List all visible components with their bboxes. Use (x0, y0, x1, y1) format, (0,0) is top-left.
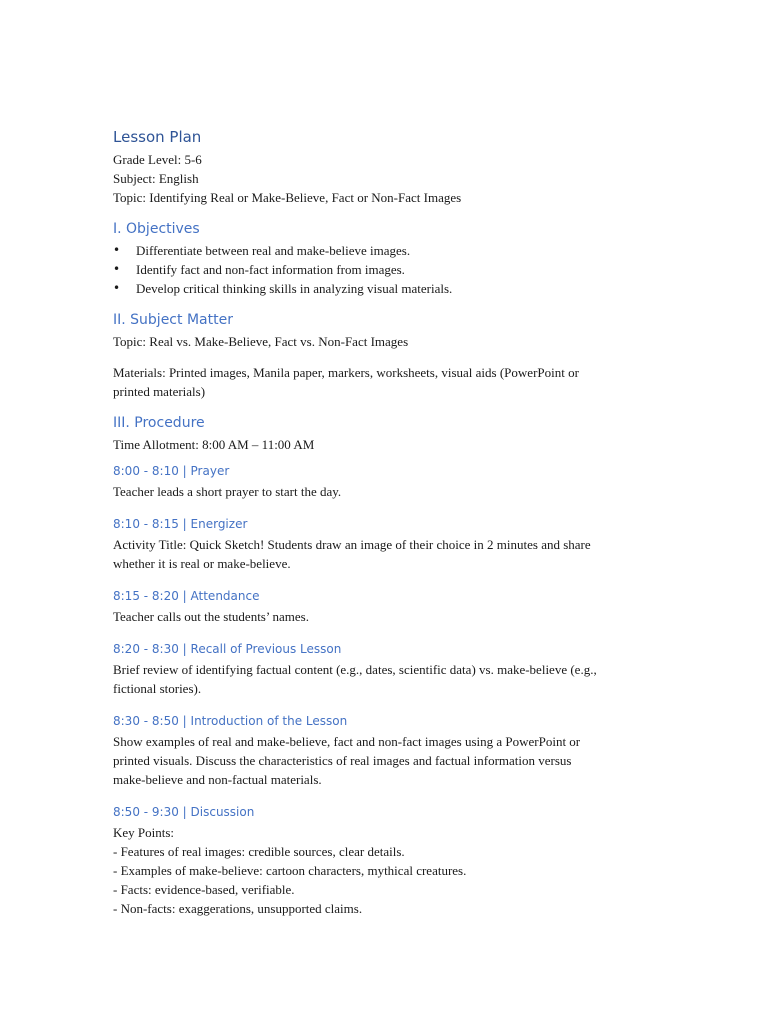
step-heading: 8:30 - 8:50 | Introduction of the Lesson (113, 714, 348, 728)
step-text: - Examples of make-believe: cartoon characters, mythical creatures. (113, 863, 467, 878)
document-title: Lesson Plan (113, 128, 202, 146)
step-text: make-believe and non-factual materials. (113, 772, 322, 787)
list-item (113, 260, 658, 279)
time-allotment: Time Allotment: 8:00 AM – 11:00 AM (113, 437, 315, 452)
list-item (113, 279, 658, 298)
objectives-list (113, 241, 658, 298)
procedure-heading: III. Procedure (113, 415, 205, 431)
bullet-icon: • (113, 243, 121, 257)
step-text: Key Points: (113, 825, 175, 840)
subject-matter-heading: II. Subject Matter (113, 312, 233, 328)
topic: Topic: Identifying Real or Make-Believe, Fact or Non-Fact Images (113, 190, 462, 205)
step-heading: 8:00 - 8:10 | Prayer (113, 464, 230, 478)
step-text: - Facts: evidence-based, verifiable. (113, 882, 295, 897)
materials-line: printed materials) (113, 384, 206, 399)
step-text: fictional stories). (113, 681, 202, 696)
step-heading: 8:15 - 8:20 | Attendance (113, 589, 260, 603)
bullet-icon: • (113, 281, 121, 295)
step-heading: 8:50 - 9:30 | Discussion (113, 805, 255, 819)
materials-line: Materials: Printed images, Manila paper, markers, worksheets, visual aids (PowerPoint or (113, 365, 579, 380)
step-text: printed visuals. Discuss the characteristics of real images and factual information versus (113, 753, 572, 768)
step-text: - Features of real images: credible sources, clear details. (113, 844, 405, 859)
objective-text: Identify fact and non-fact information from images. (136, 262, 405, 277)
step-heading: 8:20 - 8:30 | Recall of Previous Lesson (113, 642, 342, 656)
step-text: whether it is real or make-believe. (113, 556, 291, 571)
objectives-heading: I. Objectives (113, 221, 200, 237)
step-text: Teacher leads a short prayer to start the day. (113, 484, 342, 499)
subject: Subject: English (113, 171, 199, 186)
grade-level: Grade Level: 5-6 (113, 152, 202, 167)
bullet-icon: • (113, 262, 121, 276)
document-page (113, 124, 658, 918)
step-text: - Non-facts: exaggerations, unsupported claims. (113, 901, 363, 916)
list-item (113, 241, 658, 260)
step-text: Show examples of real and make-believe, fact and non-fact images using a PowerPoint or (113, 734, 581, 749)
step-text: Activity Title: Quick Sketch! Students draw an image of their choice in 2 minutes and share (113, 537, 591, 552)
step-heading: 8:10 - 8:15 | Energizer (113, 517, 248, 531)
step-text: Teacher calls out the students’ names. (113, 609, 309, 624)
step-text: Brief review of identifying factual content (e.g., dates, scientific data) vs. make-believe (e.g., (113, 662, 597, 677)
subject-matter-topic: Topic: Real vs. Make-Believe, Fact vs. Non-Fact Images (113, 334, 409, 349)
objective-text: Develop critical thinking skills in analyzing visual materials. (136, 281, 453, 296)
objective-text: Differentiate between real and make-believe images. (136, 243, 411, 258)
